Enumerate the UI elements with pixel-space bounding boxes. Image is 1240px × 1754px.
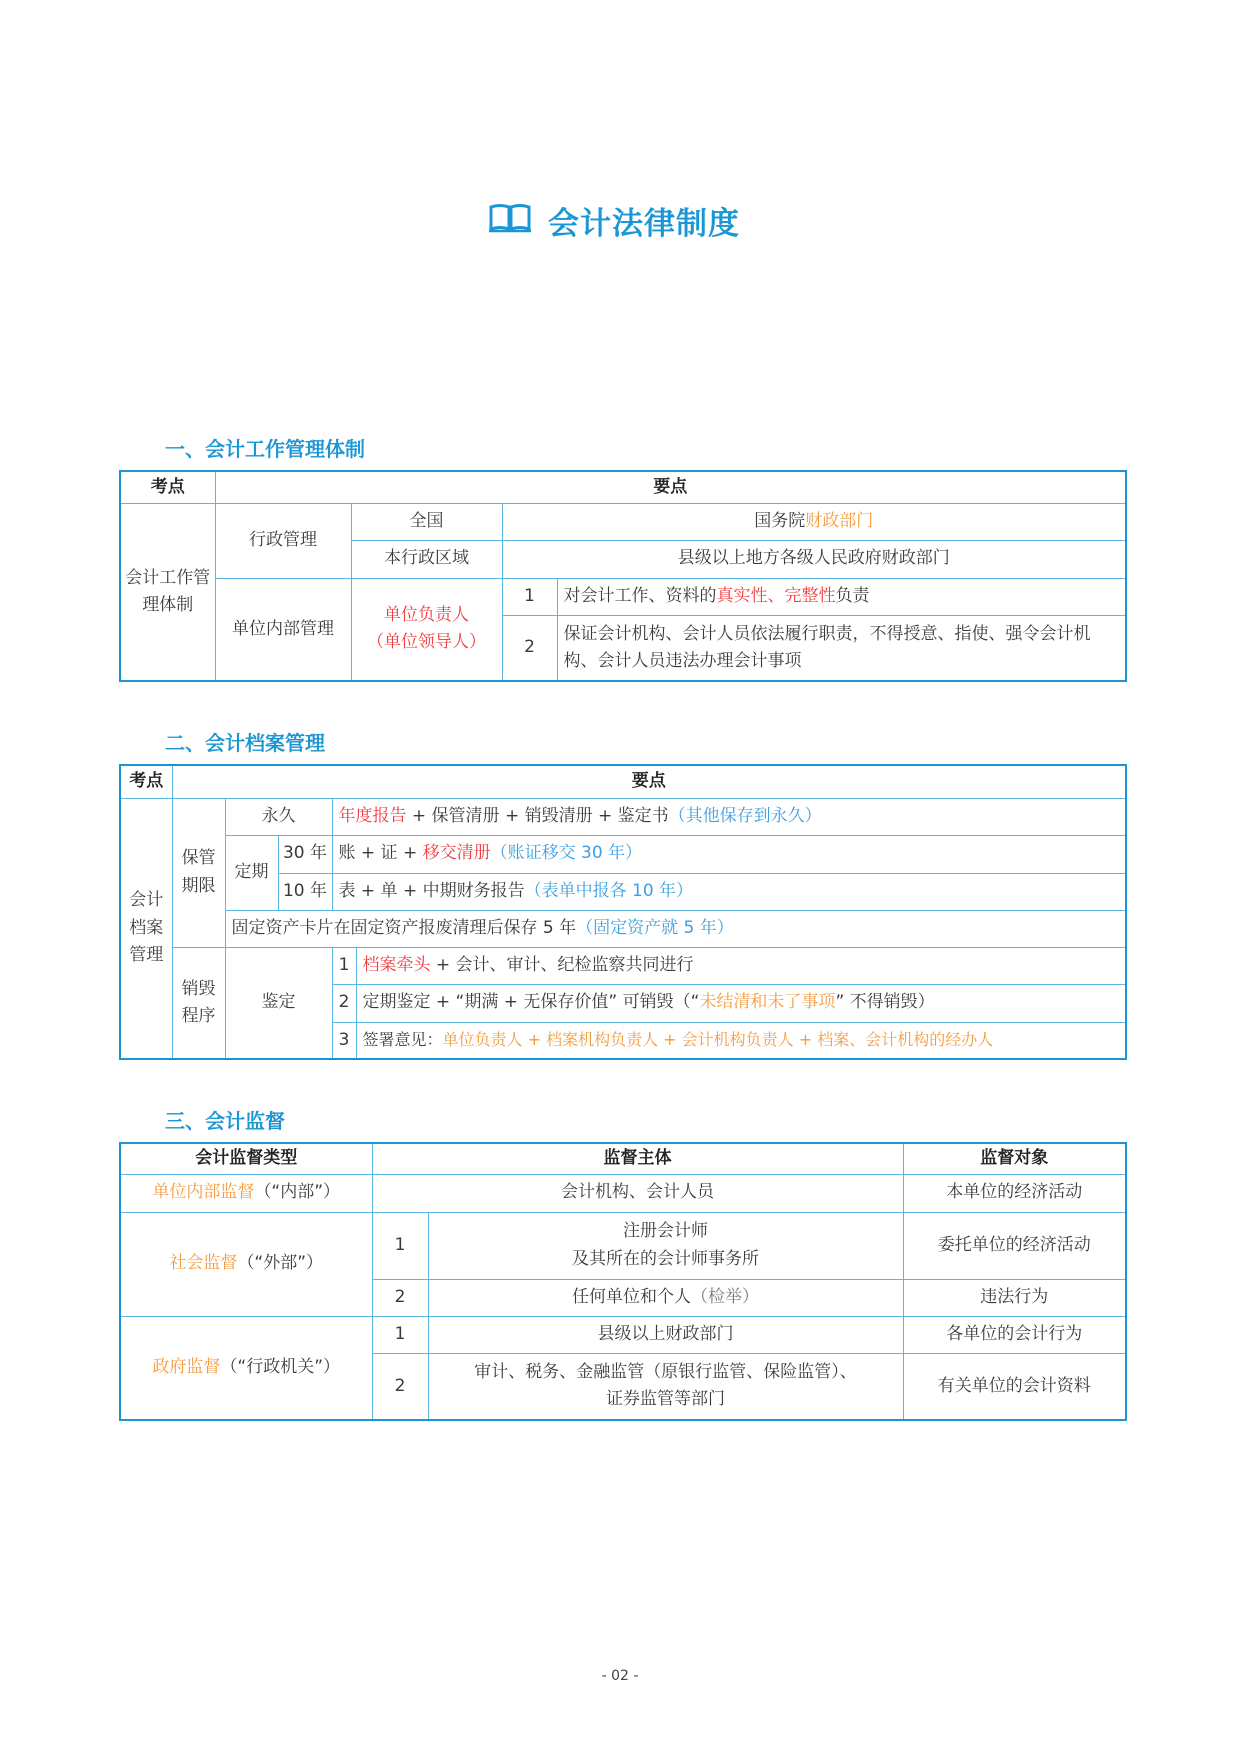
region-value: 县级以上地方各级人民政府财政部门 xyxy=(502,540,1126,578)
subject-cell: 会计机构、会计人员 xyxy=(372,1174,903,1212)
row-number: 2 xyxy=(502,615,557,681)
10-years-cell: 10 年 xyxy=(278,873,332,910)
internal-cell: 单位内部管理 xyxy=(215,578,351,681)
30-years-value: 账 + 证 + 移交清册（账证移交 30 年） xyxy=(332,835,1126,873)
object-cell: 各单位的会计行为 xyxy=(903,1316,1126,1353)
header-topic: 考点 xyxy=(120,765,172,798)
row-number: 1 xyxy=(332,947,356,984)
row-number: 2 xyxy=(332,984,356,1022)
row-number: 1 xyxy=(372,1316,428,1353)
national-cell: 全国 xyxy=(351,503,502,540)
fixed-asset-row: 固定资产卡片在固定资产报废清理后保存 5 年（固定资产就 5 年） xyxy=(225,910,1126,947)
row-number: 1 xyxy=(372,1212,428,1279)
subject-cell: 任何单位和个人（检举） xyxy=(428,1279,903,1316)
procedure-1: 档案牵头 + 会计、审计、纪检监察共同进行 xyxy=(356,947,1126,984)
section-heading-1: 一、会计工作管理体制 xyxy=(165,437,365,461)
subject-cell: 注册会计师 及其所在的会计师事务所 xyxy=(428,1212,903,1279)
topic-cell: 会计档案管理 xyxy=(120,798,172,1059)
permanent-cell: 永久 xyxy=(225,798,332,835)
row-number: 2 xyxy=(372,1279,428,1316)
section-heading-3: 三、会计监督 xyxy=(165,1109,285,1133)
government-supervision: 政府监督（“行政机关”） xyxy=(120,1316,372,1420)
title-text: 会计法律制度 xyxy=(548,205,740,242)
topic-cell: 会计工作管理体制 xyxy=(120,503,215,681)
header-points: 要点 xyxy=(215,471,1126,503)
social-supervision: 社会监督（“外部”） xyxy=(120,1212,372,1316)
keep-period-cell: 保管期限 xyxy=(172,798,225,947)
national-value: 国务院财政部门 xyxy=(502,503,1126,540)
row-number: 2 xyxy=(372,1353,428,1420)
page-number: - 02 - xyxy=(601,1668,639,1684)
header-subject: 监督主体 xyxy=(372,1143,903,1174)
permanent-value: 年度报告 + 保管清册 + 销毁清册 + 鉴定书（其他保存到永久） xyxy=(332,798,1126,835)
object-cell: 本单位的经济活动 xyxy=(903,1174,1126,1212)
unit-head-cell: 单位负责人 （单位领导人） xyxy=(351,578,502,681)
object-cell: 有关单位的会计资料 xyxy=(903,1353,1126,1420)
table-management-system xyxy=(119,470,1127,682)
subject-cell: 审计、税务、金融监管（原银行监管、保险监管）、 证券监管等部门 xyxy=(428,1353,903,1420)
10-years-value: 表 + 单 + 中期财务报告（表单中报各 10 年） xyxy=(332,873,1126,910)
admin-cell: 行政管理 xyxy=(215,503,351,578)
region-cell: 本行政区域 xyxy=(351,540,502,578)
point-2: 保证会计机构、会计人员依法履行职责，不得授意、指使、强令会计机构、会计人员违法办理会计事项 xyxy=(557,615,1126,681)
procedure-3: 签署意见：单位负责人 + 档案机构负责人 + 会计机构负责人 + 档案、会计机构的经办人 xyxy=(356,1022,1126,1059)
internal-supervision: 单位内部监督（“内部”） xyxy=(120,1174,372,1212)
header-topic: 考点 xyxy=(120,471,215,503)
table-archive-management xyxy=(119,764,1127,1060)
object-cell: 委托单位的经济活动 xyxy=(903,1212,1126,1279)
destroy-procedure-cell: 销毁程序 xyxy=(172,947,225,1059)
book-icon xyxy=(488,203,532,237)
page-title xyxy=(488,200,740,240)
30-years-cell: 30 年 xyxy=(278,835,332,873)
appraise-cell: 鉴定 xyxy=(225,947,332,1059)
point-1: 对会计工作、资料的真实性、完整性负责 xyxy=(557,578,1126,615)
subject-cell: 县级以上财政部门 xyxy=(428,1316,903,1353)
header-type: 会计监督类型 xyxy=(120,1143,372,1174)
header-points: 要点 xyxy=(172,765,1126,798)
row-number: 3 xyxy=(332,1022,356,1059)
header-object: 监督对象 xyxy=(903,1143,1126,1174)
table-supervision xyxy=(119,1142,1127,1421)
fixed-term-cell: 定期 xyxy=(225,835,278,910)
row-number: 1 xyxy=(502,578,557,615)
object-cell: 违法行为 xyxy=(903,1279,1126,1316)
procedure-2: 定期鉴定 + “期满 + 无保存价值” 可销毁（“未结清和未了事项” 不得销毁） xyxy=(356,984,1126,1022)
section-heading-2: 二、会计档案管理 xyxy=(165,731,325,755)
